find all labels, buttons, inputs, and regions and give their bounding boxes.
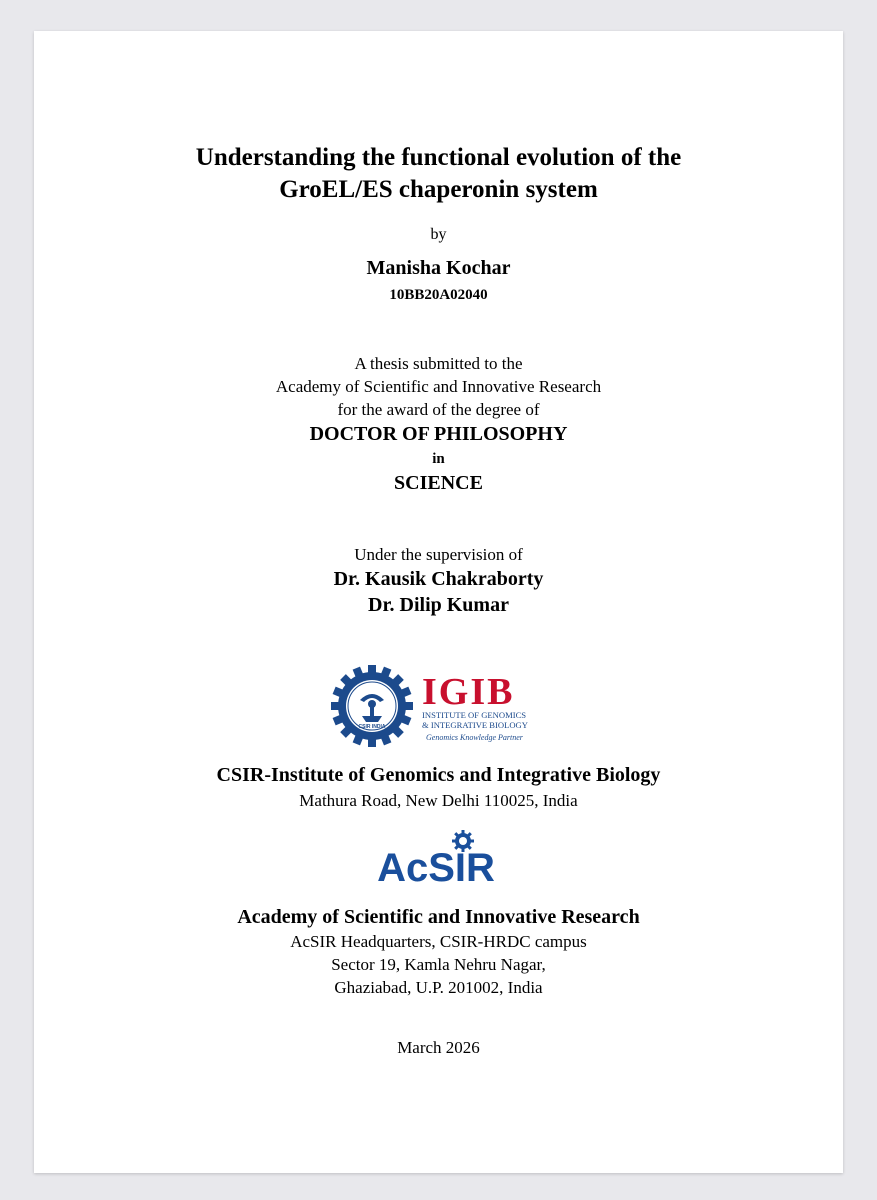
supervisor-2: Dr. Dilip Kumar [368, 594, 509, 616]
academy-address-line3: Ghaziabad, U.P. 201002, India [334, 978, 543, 997]
igib-logo [330, 664, 550, 748]
thesis-title-line1: Understanding the functional evolution of the [195, 144, 682, 171]
supervision-label: Under the supervision of [354, 545, 523, 564]
degree-name: DOCTOR OF PHILOSOPHY [309, 423, 568, 445]
thesis-title-line2: GroEL/ES chaperonin system [279, 176, 598, 203]
institute-address: Mathura Road, New Delhi 110025, India [299, 791, 578, 810]
academy-name: Academy of Scientific and Innovative Research [237, 906, 640, 928]
thesis-statement-line2: Academy of Scientific and Innovative Research [275, 377, 602, 396]
igib-wordmark [422, 671, 544, 743]
thesis-statement-line1: A thesis submitted to the [354, 354, 523, 373]
institute-name: CSIR-Institute of Genomics and Integrative Biology [216, 764, 661, 786]
igib-logo-line1: INSTITUTE OF GENOMICS [422, 710, 527, 720]
svg-text:CSIR INDIA: CSIR INDIA [358, 724, 386, 730]
thesis-title-page [34, 31, 843, 1173]
csir-seal-icon [331, 665, 413, 747]
academy-address-line1: AcSIR Headquarters, CSIR-HRDC campus [290, 932, 587, 951]
author-name: Manisha Kochar [366, 257, 511, 279]
enrollment-number: 10BB20A02040 [389, 287, 488, 303]
acsir-logo [356, 829, 516, 889]
submission-date: March 2026 [397, 1038, 480, 1057]
field-name: SCIENCE [394, 472, 483, 494]
supervisor-1: Dr. Kausik Chakraborty [333, 568, 544, 590]
thesis-statement-line3: for the award of the degree of [337, 400, 540, 419]
igib-logo-line2: & INTEGRATIVE BIOLOGY [422, 720, 528, 730]
by-label: by [430, 226, 447, 243]
igib-logo-tagline: Genomics Knowledge Partner [426, 733, 523, 742]
in-label: in [432, 451, 445, 467]
acsir-logo-text: AcSIR [377, 846, 495, 889]
academy-address-line2: Sector 19, Kamla Nehru Nagar, [331, 955, 546, 974]
igib-logo-text: IGIB [422, 671, 515, 713]
